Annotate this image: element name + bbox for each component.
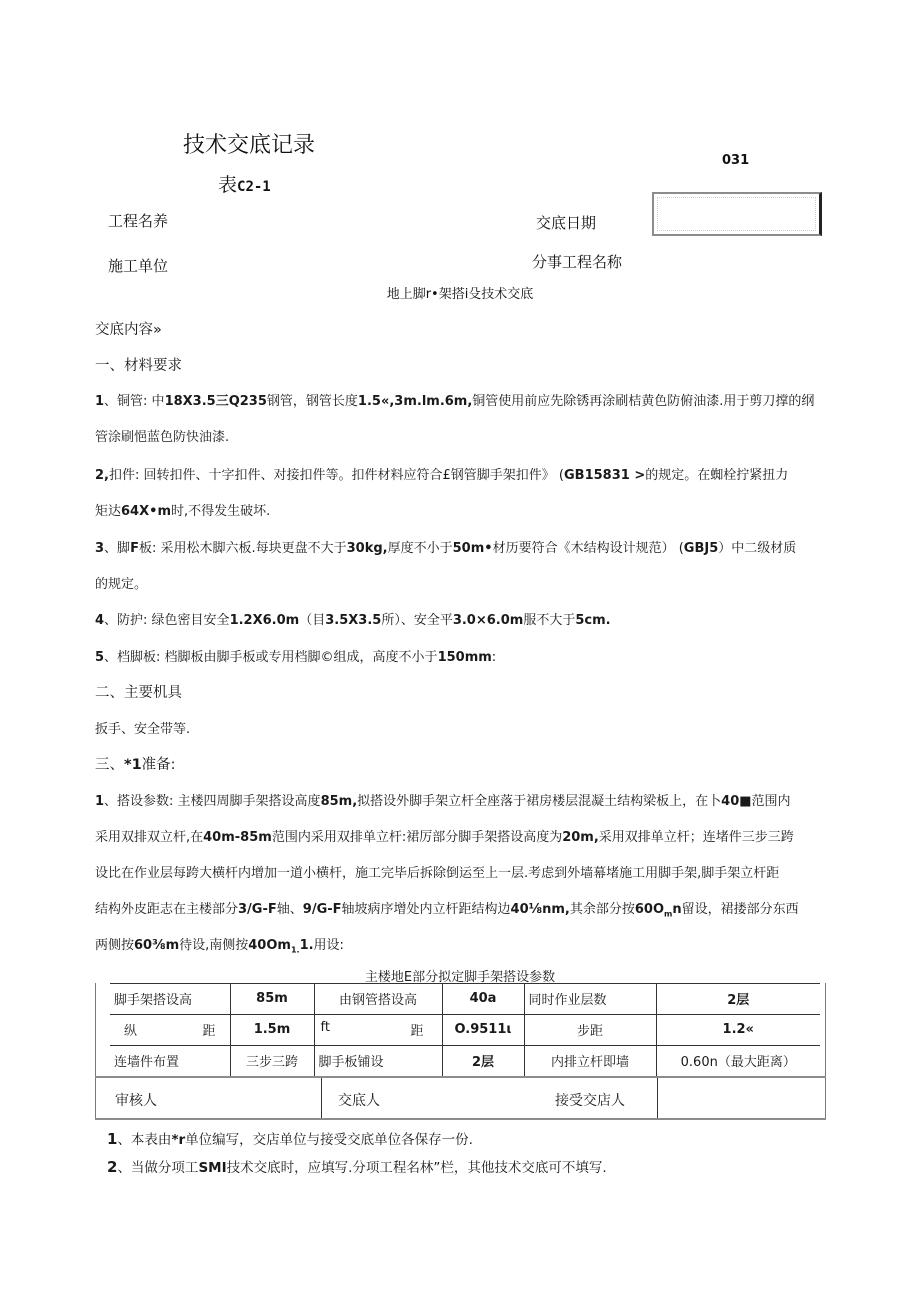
- table-row: [110, 1014, 820, 1045]
- reviewer-label: 审核人: [115, 1093, 157, 1109]
- section-preparation-title: 三、*1准备:: [95, 757, 176, 773]
- param-label: 同时作业层数: [524, 984, 656, 1015]
- table-row: [110, 1045, 820, 1076]
- item-erection-params-line2: 采用双排双立杆,在40m-85m范围内采用双排单立杆:裙厉部分脚手架搭设高度为20m,采用双排单立杆；连堵件三步三跨: [95, 830, 794, 845]
- param-value: 2层: [442, 1045, 524, 1076]
- table-row: [110, 984, 820, 1015]
- param-value: 1.2«: [656, 1014, 820, 1045]
- presenter-label: 交底人: [338, 1093, 380, 1109]
- param-value: 三步三跨: [230, 1045, 314, 1076]
- item-scaffold-board-cont: 的规定。: [95, 577, 148, 592]
- note-1: 1、本表由*r单位编写，交店单位与接受交底单位各保存一份.: [107, 1130, 473, 1148]
- item-steel-pipe: 1、铜管: 中18X3.5三Q235钢管，钢管长度1.5«,3m.lm.6m,铜管使用前应先除锈再涂刷桔黄色防俯油漆.用于剪刀撑的纲: [95, 394, 815, 409]
- item-erection-params-line5: 两侧按60⅜m待设,南侧按$40Om_{1.}1$.用设:: [95, 938, 344, 955]
- param-label: 步距: [524, 1014, 656, 1045]
- subproject-topic: 地上脚r•架搭i殳技术交底: [386, 287, 534, 302]
- item-erection-params-line3: 设比在作业层每跨大横杆内增加一道小横杆，施工完毕后拆除倒运至上一层.考虑到外墙幕堵施工用脚手架,脚手架立杆距: [95, 866, 780, 881]
- receiver-label: 接受交店人: [555, 1093, 625, 1109]
- construction-unit-label: 施工单位: [108, 257, 169, 275]
- form-code: [218, 170, 271, 197]
- param-label: 脚手架搭设高: [110, 984, 230, 1015]
- param-value: 0.60n（最大距离）: [656, 1045, 820, 1076]
- tools-list: 扳手、安全带等.: [95, 722, 191, 737]
- param-value: 40a: [442, 984, 524, 1015]
- item-erection-params-line1: 1、搭设参数: 主楼四周脚手架搭设高度85m,拟搭设外脚手架立杆全座落于裙房楼层混凝土结构梁板上，在卜40■范围内: [95, 794, 791, 809]
- divider: [321, 1078, 322, 1118]
- signature-row: [95, 1076, 826, 1120]
- document-title: 技术交底记录: [183, 133, 316, 158]
- subproject-name-label: 分事工程名称: [532, 253, 623, 271]
- item-couplers-cont: 矩达64X•m时,不得发生破坏.: [95, 504, 271, 519]
- section-tools-title: 二、主要机具: [95, 685, 182, 701]
- document-number: 031: [722, 153, 750, 168]
- content-intro: 交底内容»: [95, 322, 162, 338]
- item-protection: 4、防护: 绿色密目安全1.2X6.0m（目3.5X3.5所）、安全平3.0×6.0m服不大于5cm.: [95, 613, 611, 628]
- note-2: 2、当做分项工SMI技术交底时，应填写.分项工程名林”栏，其他技术交底可不填写.: [107, 1158, 607, 1176]
- form-prefix: 表: [218, 174, 238, 196]
- item-couplers: 2,扣件: 回转扣件、十字扣件、对接扣件等。扣件材料应符合£钢管脚手架扣件》 (GB15831 >的规定。在蜘栓拧紧扭力: [95, 468, 789, 483]
- param-label: ft 距: [314, 1014, 442, 1045]
- scaffold-parameter-table: [95, 983, 826, 1120]
- param-value: 2层: [656, 984, 820, 1015]
- divider: [657, 1078, 658, 1118]
- param-label: 纵 距: [110, 1014, 230, 1045]
- param-label: 由钢管搭设高: [314, 984, 442, 1015]
- param-value: 1.5m: [230, 1014, 314, 1045]
- item-scaffold-board: 3、脚F板: 采用松木脚六板.每块更盘不大于30kg,厚度不小于50m•材历要符合《木结构设计规范） (GBJ5）中二级材质: [95, 541, 797, 556]
- param-label: 内排立杆即墙: [524, 1045, 656, 1076]
- param-label: 连墙件布置: [110, 1045, 230, 1076]
- date-label: 交底日期: [536, 214, 597, 232]
- project-name-label: 工程名养: [108, 212, 169, 230]
- param-value: 85m: [230, 984, 314, 1015]
- item-steel-pipe-cont: 管涂刷悒蓝色防快油漆.: [95, 430, 230, 445]
- table-caption: 主楼地E部分拟定脚手架搭设参数: [364, 970, 556, 985]
- param-value: O.9511ι: [442, 1014, 524, 1045]
- item-erection-params-line4: 结构外皮距志在主楼部分3/G-F轴、9/G-F轴坡病序增处内立杆距结构边40⅛nm,其余部分按$60O_mn$留设，裙搂部分东西: [95, 902, 799, 919]
- parameter-grid: [110, 983, 820, 1076]
- item-toe-board: 5、档脚板: 档脚板由脚手板或专用档脚©组成，高度不小于150mm:: [95, 650, 497, 665]
- date-field[interactable]: [652, 192, 822, 236]
- param-label: 脚手板铺设: [314, 1045, 442, 1076]
- form-code-value: C2-1: [237, 179, 271, 195]
- section-materials-title: 一、材料要求: [95, 358, 182, 374]
